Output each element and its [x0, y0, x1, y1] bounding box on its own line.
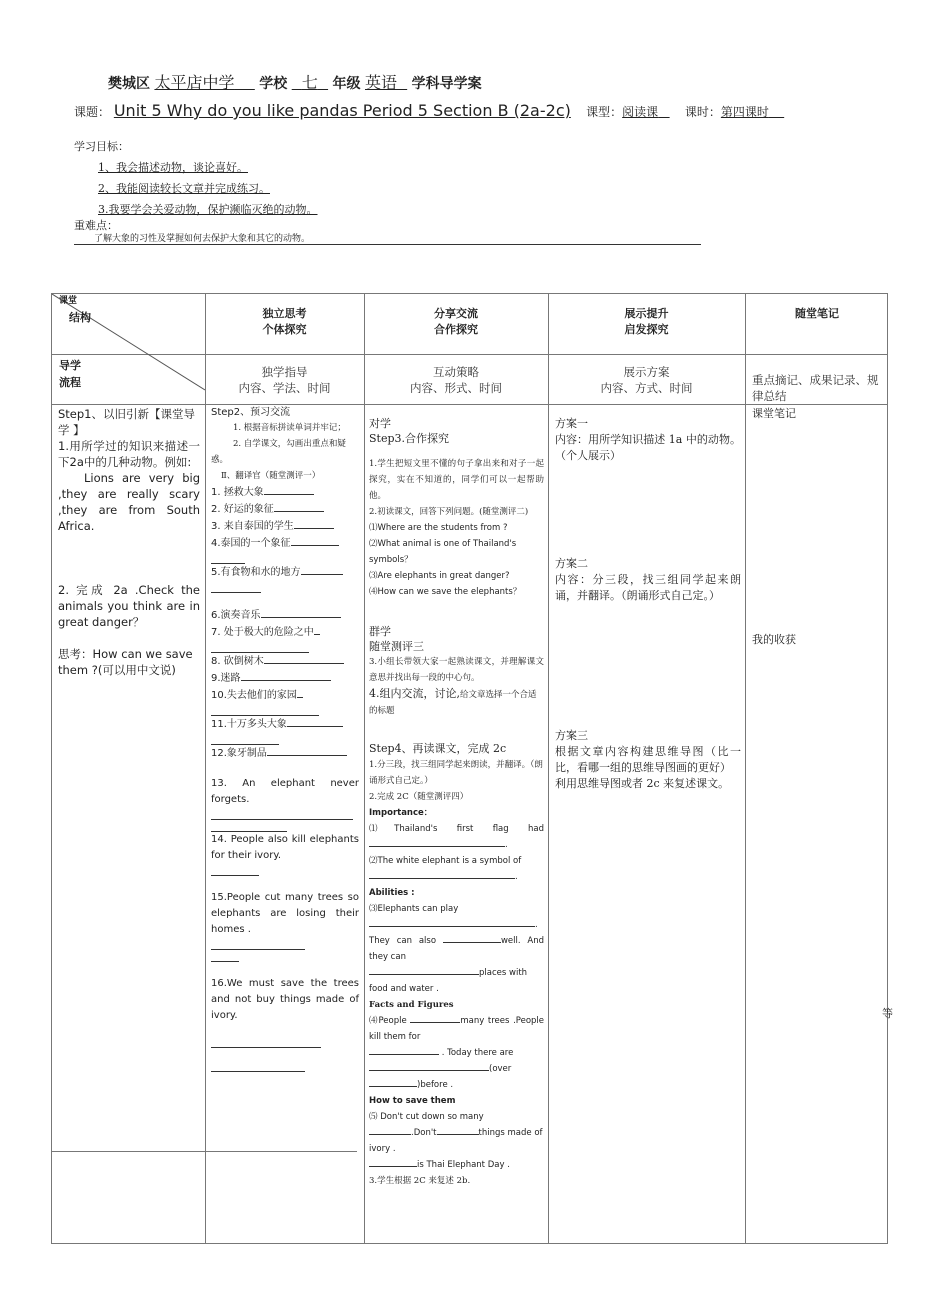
fill-blank: They can also well. And they can	[369, 936, 545, 962]
key-points-label: 重难点：	[74, 219, 118, 232]
col3-text: 3.学生根据 2C 来复述 2b.	[369, 1176, 471, 1186]
fill-blank: )before .	[369, 1077, 544, 1093]
section-label: Facts and Figures	[369, 1000, 454, 1010]
question: ⑴Where are the students from ?	[369, 523, 508, 533]
test3-heading: 随堂测评三	[369, 640, 424, 653]
col3-text: 1.学生把短文里不懂的句子拿出来和对子一起探究，实在不知道的，同学们可以一起帮助他。	[369, 459, 544, 501]
translate-item: 3. 来自泰国的学生	[211, 518, 359, 535]
type-label: 课型：	[586, 105, 623, 119]
task1: 1.用所学过的知识来描述一下2a中的几种动物。例如:	[58, 439, 200, 469]
section-label: How to save them	[369, 1096, 456, 1106]
doc-type: 学科导学案	[411, 76, 482, 92]
col3-text: 4.组内交流，讨论,给文章选择一个合适的标题	[369, 687, 537, 716]
table-divider	[52, 1151, 357, 1152]
topic-line	[74, 101, 784, 120]
step2-instruction: 1. 根据音标拼读单词并牢记；	[233, 423, 346, 433]
plan-heading: 方案三	[555, 729, 588, 742]
period-value: 第四课时	[720, 105, 769, 119]
col3-content	[369, 416, 544, 1189]
step4-heading: Step4、再读课文，完成 2c	[369, 742, 507, 755]
goal-item: 1、我会描述动物，谈论喜好。	[98, 161, 248, 174]
question: ⑵What animal is one of Thailand's symbols？	[369, 539, 517, 565]
key-points-text: 了解大象的习性及掌握如何去保护大象和其它的动物。	[74, 231, 701, 245]
translate-item: 13. An elephant never forgets.	[211, 778, 359, 805]
district: 樊城区	[108, 76, 150, 92]
column-subheader: 展示方案 内容、方式、时间	[600, 365, 693, 395]
table-divider	[364, 294, 365, 1243]
translate-item: 1. 拯救大象	[211, 484, 359, 501]
translate-item: 6.演奏音乐	[211, 607, 359, 624]
fill-blank: (over	[369, 1061, 544, 1077]
translator-heading: Ⅱ、翻译官（随堂测评一）	[221, 471, 321, 481]
corner-bottom-a: 导学	[59, 359, 81, 372]
col4-content	[555, 416, 741, 792]
section-label: Abilities :	[369, 888, 415, 898]
column-header: 展示提升 启发探究	[624, 307, 669, 336]
step1-heading: Step1、以旧引新【课堂导学 】	[58, 407, 195, 437]
fill-blank: ⑶Elephants can play	[369, 904, 459, 914]
table-divider	[745, 294, 746, 1243]
plan-text: 内容：分三段，找三组同学起来朗诵，并翻译。（朗诵形式自己定。）	[555, 573, 741, 602]
translate-item: 4.泰国的一个象征	[211, 535, 359, 552]
corner-top-a: 课堂	[59, 296, 78, 306]
translate-item: 12.象牙制品	[211, 745, 359, 762]
example-text: Lions are very big ,they are really scary ,they are from South Africa.	[58, 471, 200, 533]
lesson-table	[51, 293, 888, 1244]
fill-blank: ⑷People many trees .People kill them for	[369, 1016, 545, 1042]
fill-blank: ⑴Thailand's first flag had.	[369, 824, 544, 850]
col3-text: 2.初读课文，回答下列问题。(随堂测评二)	[369, 507, 529, 517]
step3-heading: Step3.合作探究	[369, 432, 450, 445]
fill-blank: ⑸ Don't cut down so many	[369, 1112, 484, 1122]
table-divider	[52, 404, 887, 405]
translate-item: 14. People also kill elephants for their ivory.	[211, 834, 359, 861]
table-divider	[548, 294, 549, 1243]
topic: Unit 5 Why do you like pandas Period 5 Section B (2a-2c)	[113, 101, 571, 120]
column-subheader: 独学指导 内容、学法、时间	[238, 365, 331, 395]
translate-item: 2. 好运的象征	[211, 501, 359, 518]
translate-item: 10.失去他们的家园	[211, 687, 359, 704]
corner-top-b: 结构	[69, 311, 91, 324]
period-label: 课时：	[684, 105, 721, 119]
column-subheader: 互动策略 内容、形式、时间	[410, 365, 502, 395]
pair-study: 对学	[369, 417, 391, 430]
plan-text: 内容：用所学知识描述 1a 中的动物。（个人展示）	[555, 433, 741, 462]
school-name: 太平店中学	[154, 73, 235, 92]
goals-label: 学习目标：	[74, 140, 129, 153]
col3-text: 1.分三段，找三组同学起来朗读，并翻译。（朗诵形式自己定。）	[369, 760, 543, 786]
side-mark: 等	[882, 1007, 893, 1020]
column-header: 随堂笔记	[795, 307, 839, 320]
column-header: 独立思考 个体探究	[262, 307, 307, 336]
corner-bottom-b: 流程	[59, 376, 81, 389]
task2: 2. 完成 2a .Check the animals you think are in great danger？	[58, 583, 200, 629]
question: ⑷How can we save the elephants？	[369, 587, 522, 597]
translate-item: 15.People cut many trees so elephants are losing their homes .	[211, 892, 359, 935]
plan-heading: 方案一	[555, 417, 588, 430]
question: ⑶Are elephants in great danger?	[369, 571, 510, 581]
translate-item: 16.We must save the trees and not buy things made of ivory.	[211, 978, 359, 1021]
type-value: 阅读课	[622, 105, 659, 119]
col3-text: 3.小组长带领大家一起熟读课文，并理解课文意思并找出每一段的中心句。	[369, 657, 544, 683]
fill-blank: is Thai Elephant Day .	[369, 1157, 544, 1173]
harvest-label: 我的收获	[752, 633, 796, 646]
translate-item: 7. 处于极大的危险之中	[211, 624, 359, 641]
translate-item: 8. 砍倒树木	[211, 653, 359, 670]
table-divider	[205, 294, 206, 1243]
plan-text: 根据文章内容构建思维导图（比一比，看哪一组的思维导图画的更好）	[555, 745, 741, 774]
grade: 七	[301, 73, 318, 92]
column-header: 分享交流 合作探究	[434, 307, 478, 336]
translate-item: 11.十万多头大象	[211, 716, 359, 733]
fill-blank: . Today there are	[369, 1045, 544, 1061]
col2-content	[211, 405, 359, 1072]
fill-blank: places with food and water .	[369, 968, 528, 994]
fill-blank: ⑵The white elephant is a symbol of.	[369, 856, 522, 882]
goal-item: 2、我能阅读较长文章并完成练习。	[98, 182, 270, 195]
section-label: Importance：	[369, 808, 433, 818]
fill-blank: .Don't things made of ivory .	[369, 1128, 543, 1154]
group-study: 群学	[369, 625, 391, 638]
document-title	[108, 70, 482, 93]
think-question: 思考：How can we save them ?(可以用中文说)	[58, 647, 193, 677]
learning-goals	[74, 136, 318, 220]
step2-instruction: 2. 自学课文，勾画出重点和疑惑。	[211, 439, 346, 465]
goal-item: 3.我要学会关爱动物，保护濒临灭绝的动物。	[98, 203, 318, 216]
notes-label: 课堂笔记	[752, 407, 796, 420]
col3-text: 2.完成 2C（随堂测评四）	[369, 792, 469, 802]
col1-content	[58, 406, 200, 678]
school-label: 学校	[259, 76, 288, 92]
translate-item: 9.迷路	[211, 670, 359, 687]
fill-blank: .	[369, 917, 544, 933]
column-subheader: 重点摘记、成果记录、规律总结	[752, 373, 879, 403]
plan-text: 利用思维导图或者 2c 来复述课文。	[555, 777, 730, 790]
grade-label: 年级	[332, 76, 361, 92]
subject: 英语	[364, 73, 397, 92]
step2-heading: Step2、预习交流	[211, 407, 291, 418]
translate-item: 5.有食物和水的地方	[211, 564, 359, 581]
plan-heading: 方案二	[555, 557, 588, 570]
topic-label: 课题：	[74, 105, 111, 119]
